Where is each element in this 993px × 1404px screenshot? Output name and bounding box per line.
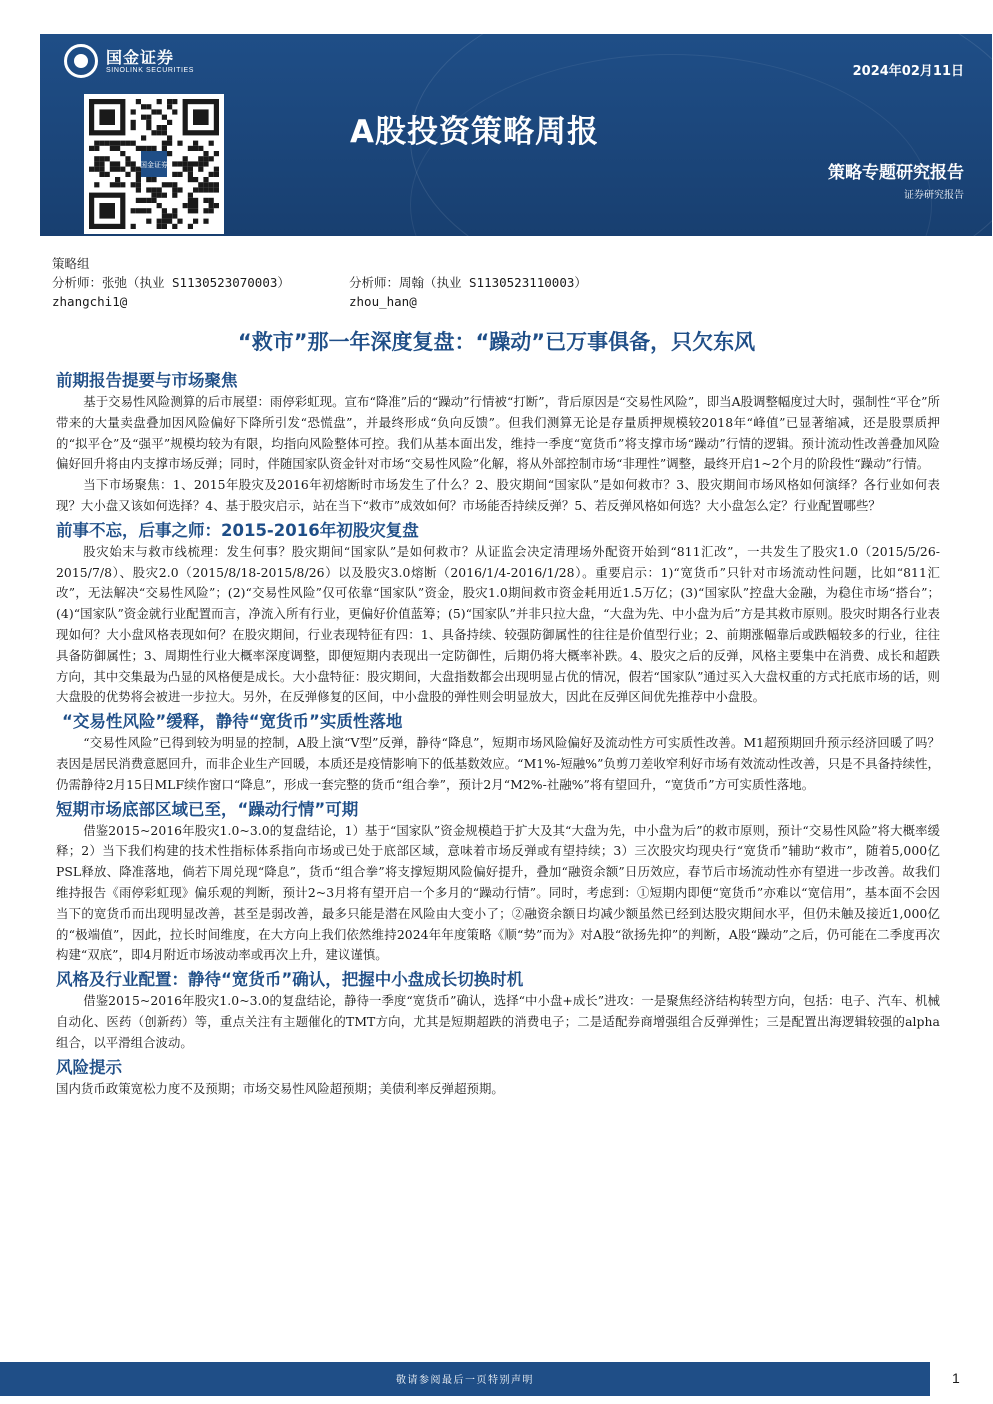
logo-chinese-name: 国金证券: [106, 47, 175, 67]
qr-code-icon: [84, 94, 224, 234]
company-logo: [64, 44, 194, 78]
report-section: [56, 370, 940, 517]
report-category: 证券研究报告: [904, 190, 964, 201]
report-title: A股投资策略周报: [350, 114, 599, 150]
section-heading: 风险提示: [56, 1057, 122, 1077]
report-section: [56, 799, 940, 967]
report-header: [40, 34, 992, 236]
section-paragraph: 基于交易性风险测算的后市展望：雨停彩虹现。宣布“降准”后的“躁动”行情被“打断”，背后原因是“交易性风险”，即当A股调整幅度过大时，强制性“平仓”所带来的大量卖盘叠加因风险偏好下降所引发“恐慌盘”，并最终形成“负向反馈”。但我们测算无论是存量质押规模较2018年“峰值”已显著缩减，还是股票质押的“拟平仓”及“强平”规模均较为有限，均指向风险整体可控。我们从基本面出发，维持一季度“宽货币”将支撑市场“躁动”行情的逻辑。预计流动性改善叠加风险偏好回升将由内支撑市场反弹；同时，伴随国家队资金针对市场“交易性风险”化解，将从外部控制市场“非理性”调整，最终开启1~2个月的阶段性“躁动”行情。: [56, 394, 940, 472]
footer-bar: [0, 1362, 930, 1396]
section-heading: 风格及行业配置：静待“宽货币”确认，把握中小盘成长切换时机: [56, 970, 524, 990]
report-section: [56, 969, 940, 1053]
report-type: 策略专题研究报告: [828, 163, 964, 183]
section-paragraph: 借鉴2015~2016年股灾1.0~3.0的复盘结论，1）基于“国家队”资金规模趋于扩大及其“大盘为先，中小盘为后”的救市原则，预计“交易性风险”将大概率缓释；2）当下我们构建的技术性指标体系指向市场或已处于底部区域，意味着市场反弹或有望持续；3）三次股灾均现央行“宽货币”辅助“救市”，随着5,000亿PSL释放、降准落地，倘若下周兑现“降息”，货币“组合拳”将支撑短期风险偏好提升，叠加“融资余额”日历效应，春节后市场流动性亦有望进一步改善。故我们维持报告《雨停彩虹现》偏乐观的判断，预计2~3月将有望开启一个多月的“躁动行情”。同时，考虑到：①短期内即便“宽货币”亦难以“宽信用”，基本面不会因当下的宽货币而出现明显改善，甚至是弱改善，最多只能是潜在风险由大变小了；②融资余额日均减少额虽然已经到达股灾期间水平，但仍未触及接近1,000亿的“极端值”，因此，拉长时间维度，在大方向上我们依然维持2024年年度策略《顺“势”而为》对A股“欲扬先抑”的判断，A股“躁动”之后，仍可能在二季度再次构建“双底”，即4月附近市场波动率或再次上升，建议谨慎。: [56, 822, 940, 963]
section-paragraph: 当下市场聚焦：1、2015年股灾及2016年初熔断时市场发生了什么？2、股灾期间“国家队”是如何救市？3、股灾期间市场风格如何演绎？各行业如何表现？大小盘又该如何选择？4、基于股灾启示，站在当下“救市”成效如何？市场能否持续反弹？5、若反弹风格如何选？大小盘怎么定？行业配置哪些？: [56, 477, 940, 513]
report-section: [56, 711, 940, 795]
qr-center-label: 国金证券: [140, 161, 168, 169]
team-label: 策略组: [52, 256, 90, 271]
report-section: [56, 1057, 940, 1100]
section-paragraph: 股灾始末与救市线梳理：发生何事？股灾期间“国家队”是如何救市？从证监会决定清理场外配资开始到“811汇改”，一共发生了股灾1.0（2015/5/26-2015/7/8）、股灾2.0（2015/8/18-2015/8/26）以及股灾3.0熔断（2016/1/4-2016/1/28）。重要启示：1)“宽货币”只针对市场流动性问题，比如“811汇改”，无法解决“交易性风险”；(2)“交易性风险”仅可依靠“国家队”资金，股灾1.0期间救市资金耗用近1.5万亿；(3)“国家队”控盘大金融，为稳住市场“搭台”；(4)“国家队”资金就行业配置而言，净流入所有行业，更偏好价值蓝筹；(5)“国家队”并非只拉大盘，“大盘为先、中小盘为后”方是其救市原则。股灾时期各行业表现如何？大小盘风格表现如何？在股灾期间，行业表现特征有四：1、具备持续、较强防御属性的往往是价值型行业；2、前期涨幅靠后或跌幅较多的行业，往往具备防御属性；3、周期性行业大概率深度调整，即便短期内表现出一定防御性，后期仍将大概率补跌。4、股灾之后的反弹，风格主要集中在消费、成长和超跌方向，其中交集最为凸显的风格便是成长。大小盘特征：股灾期间，大盘指数都会出现明显占优的情况，假若“国家队”通过买入大盘权重的方式托底市场的话，则大盘股的优势将会被进一步拉大。另外，在反弹修复的区间，中小盘股的弹性则会明显放大，因此在反弹区间优先推荐中小盘股。: [56, 543, 940, 705]
section-paragraph: 国内货币政策宽松力度不及预期；市场交易性风险超预期；美债利率反弹超预期。: [56, 1080, 504, 1096]
analyst-1-email[interactable]: zhangchi1@: [52, 294, 128, 309]
section-heading: 短期市场底部区域已至，“躁动行情”可期: [56, 799, 359, 819]
section-heading: 前事不忘，后事之师：2015-2016年初股灾复盘: [56, 520, 419, 540]
logo-icon: [64, 44, 98, 78]
section-heading: 前期报告提要与市场聚焦: [56, 371, 238, 390]
footer-disclaimer[interactable]: 敬请参阅最后一页特别声明: [396, 1375, 534, 1386]
analyst-2: 分析师：周翰（执业 S1130523110003）: [349, 275, 587, 290]
section-paragraph: 借鉴2015~2016年股灾1.0~3.0的复盘结论，静待一季度“宽货币”确认，选择“中小盘+成长”进攻：一是聚焦经济结构转型方向，包括：电子、汽车、机械自动化、医药（创新药）等，重点关注有主题催化的TMT方向，尤其是短期超跌的消费电子；二是适配券商增强组合反弹弹性；三是配置出海逻辑较强的alpha组合，以平滑组合波动。: [56, 993, 940, 1050]
section-paragraph: “交易性风险”已得到较为明显的控制，A股上演“V型”反弹，静待“降息”，短期市场风险偏好及流动性方可实质性改善。M1超预期回升预示经济回暖了吗？表因是居民消费意愿回升，而非企业生产回暖，本质还是疫情影响下的低基数效应。“M1%-短融%”负剪刀差收窄利好市场有效流动性改善，只是不具备持续性，仍需静待2月15日MLF续作窗口“降息”，形成一套完整的货币“组合拳”，预计2月“M2%-社融%”将有望回升，“宽货币”方可实质性落地。: [56, 735, 940, 792]
logo-english-name: SINOLINK SECURITIES: [106, 66, 195, 74]
analyst-1: 分析师：张弛（执业 S1130523070003）: [52, 275, 290, 290]
analyst-block: [52, 254, 952, 311]
report-date: 2024年02月11日: [852, 64, 964, 79]
report-section: [56, 520, 940, 708]
page-number: 1: [952, 1370, 960, 1386]
page-footer: [0, 1362, 993, 1404]
report-body: [56, 370, 940, 1102]
qr-code[interactable]: [84, 94, 224, 234]
analyst-2-email[interactable]: zhou_han@: [349, 294, 417, 309]
main-title: “救市”那一年深度复盘：“躁动”已万事俱备，只欠东风: [237, 330, 756, 354]
section-heading: “交易性风险”缓释，静待“宽货币”实质性落地: [62, 712, 403, 732]
